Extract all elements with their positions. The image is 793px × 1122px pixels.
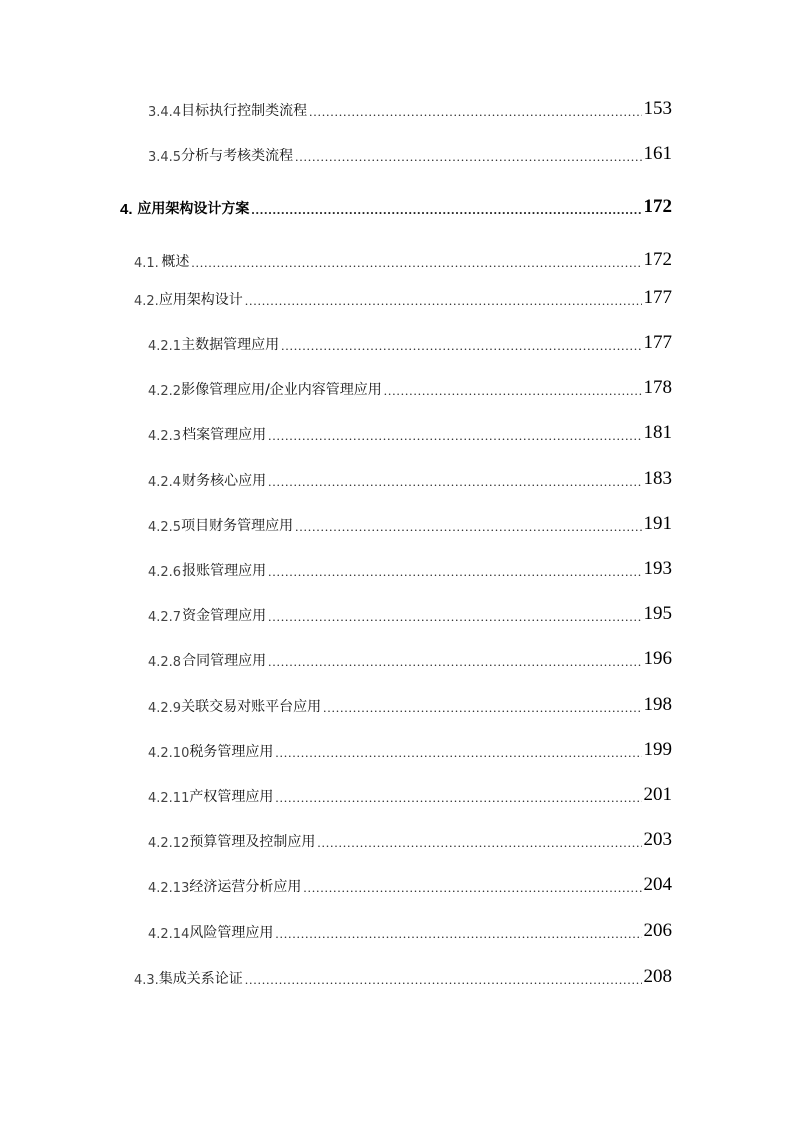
toc-entry-page: 177 xyxy=(643,287,672,308)
dot-leader xyxy=(268,564,641,580)
toc-entry-number: 4.1. xyxy=(134,256,159,271)
toc-entry-4-3[interactable] xyxy=(134,966,672,988)
toc-entry-number: 4.2.6 xyxy=(148,565,182,580)
toc-entry-title: 应用架构设计 xyxy=(158,292,243,308)
toc-entry-number: 4.2.3 xyxy=(148,429,182,444)
toc-entry-title: 分析与考核类流程 xyxy=(181,148,294,164)
toc-entry-title: 概述 xyxy=(161,254,190,270)
toc-entry-page: 204 xyxy=(643,874,672,895)
toc-entry-number: 4. xyxy=(120,201,133,218)
toc-entry-title: 关联交易对账平台应用 xyxy=(181,699,322,715)
toc-entry-title: 风险管理应用 xyxy=(189,925,274,941)
toc-entry-number: 4.2.4 xyxy=(148,475,182,490)
toc-entry-title: 档案管理应用 xyxy=(182,427,267,443)
toc-entry-page: 206 xyxy=(643,920,672,941)
toc-entry-title: 目标执行控制类流程 xyxy=(181,103,308,119)
toc-entry-page: 208 xyxy=(643,966,672,987)
toc-entry-4-2[interactable] xyxy=(134,287,672,309)
toc-entry-title: 税务管理应用 xyxy=(189,744,274,760)
toc-entry-number: 4.2. xyxy=(134,294,159,309)
toc-entry-title: 集成关系论证 xyxy=(158,971,243,987)
toc-entry-number: 4.2.11 xyxy=(148,791,190,806)
toc-entry-number: 4.3. xyxy=(134,973,159,988)
toc-entry-4-2-8[interactable] xyxy=(148,648,672,670)
toc-entry-page: 178 xyxy=(643,377,672,398)
toc-entry-page: 181 xyxy=(643,422,672,443)
dot-leader xyxy=(295,519,641,535)
toc-entry-title: 合同管理应用 xyxy=(182,653,267,669)
toc-entry-title: 主数据管理应用 xyxy=(181,337,280,353)
toc-entry-4-1[interactable] xyxy=(134,249,672,271)
dot-leader xyxy=(275,745,641,761)
dot-leader xyxy=(384,383,642,399)
toc-entry-page: 172 xyxy=(643,196,672,217)
toc-entry-number: 4.2.12 xyxy=(148,836,190,851)
toc-entry-number: 4.2.9 xyxy=(148,701,182,716)
toc-entry-number: 3.4.4 xyxy=(148,105,182,120)
toc-entry-4-2-4[interactable] xyxy=(148,468,672,490)
toc-entry-4-2-7[interactable] xyxy=(148,603,672,625)
toc-entry-number: 4.2.14 xyxy=(148,927,190,942)
toc-entry-page: 199 xyxy=(643,739,672,760)
toc-entry-3-4-5[interactable] xyxy=(148,143,672,165)
toc-entry-title: 影像管理应用/企业内容管理应用 xyxy=(181,382,382,398)
toc-entry-4-2-3[interactable] xyxy=(148,422,672,444)
toc-entry-4-2-12[interactable] xyxy=(148,829,672,851)
dot-leader xyxy=(323,700,641,716)
toc-entry-title: 报账管理应用 xyxy=(182,563,267,579)
toc-entry-page: 161 xyxy=(643,143,672,164)
dot-leader xyxy=(191,255,641,271)
toc-entry-page: 198 xyxy=(643,694,672,715)
dot-leader xyxy=(268,474,641,490)
toc-entry-page: 183 xyxy=(643,468,672,489)
dot-leader xyxy=(268,654,641,670)
toc-entry-number: 4.2.7 xyxy=(148,610,182,625)
dot-leader xyxy=(295,149,641,165)
toc-entry-page: 177 xyxy=(643,332,672,353)
toc-entry-page: 153 xyxy=(643,98,672,119)
toc-entry-page: 195 xyxy=(643,603,672,624)
toc-entry-number: 4.2.8 xyxy=(148,655,182,670)
toc-entry-4-2-6[interactable] xyxy=(148,558,672,580)
toc-entry-title: 预算管理及控制应用 xyxy=(189,834,316,850)
toc-entry-4-2-13[interactable] xyxy=(148,874,672,896)
toc-entry-number: 4.2.2 xyxy=(148,384,182,399)
toc-entry-title: 财务核心应用 xyxy=(182,473,267,489)
dot-leader xyxy=(281,338,641,354)
toc-entry-4-2-11[interactable] xyxy=(148,784,672,806)
toc-entry-4-2-14[interactable] xyxy=(148,920,672,942)
toc-entry-number: 4.2.13 xyxy=(148,881,190,896)
toc-entry-4-2-9[interactable] xyxy=(148,694,672,716)
toc-entry-page: 196 xyxy=(643,648,672,669)
toc-entry-title: 项目财务管理应用 xyxy=(181,518,294,534)
dot-leader xyxy=(309,104,641,120)
toc-entry-number: 4.2.5 xyxy=(148,520,182,535)
toc-entry-4-2-1[interactable] xyxy=(148,332,672,354)
toc-entry-page: 201 xyxy=(643,784,672,805)
dot-leader xyxy=(317,835,641,851)
dot-leader xyxy=(245,293,642,309)
toc-entry-4-2-5[interactable] xyxy=(148,513,672,535)
dot-leader xyxy=(268,428,641,444)
toc-entry-title: 经济运营分析应用 xyxy=(189,879,302,895)
toc-entry-number: 4.2.10 xyxy=(148,746,190,761)
toc-entry-title: 应用架构设计方案 xyxy=(137,201,250,217)
toc-entry-4[interactable] xyxy=(120,196,672,218)
toc-entry-page: 172 xyxy=(643,249,672,270)
toc-entry-4-2-2[interactable] xyxy=(148,377,672,399)
toc-entry-4-2-10[interactable] xyxy=(148,739,672,761)
toc-entry-page: 193 xyxy=(643,558,672,579)
toc-entry-number: 4.2.1 xyxy=(148,339,182,354)
toc-entry-3-4-4[interactable] xyxy=(148,98,672,120)
dot-leader xyxy=(275,790,641,806)
toc-entry-title: 产权管理应用 xyxy=(189,789,274,805)
toc-entry-page: 191 xyxy=(643,513,672,534)
toc-entry-number: 3.4.5 xyxy=(148,150,182,165)
toc-entry-page: 203 xyxy=(643,829,672,850)
dot-leader xyxy=(303,880,641,896)
toc-entry-title: 资金管理应用 xyxy=(182,608,267,624)
dot-leader xyxy=(275,926,641,942)
dot-leader xyxy=(251,202,641,218)
dot-leader xyxy=(245,972,642,988)
dot-leader xyxy=(268,609,641,625)
